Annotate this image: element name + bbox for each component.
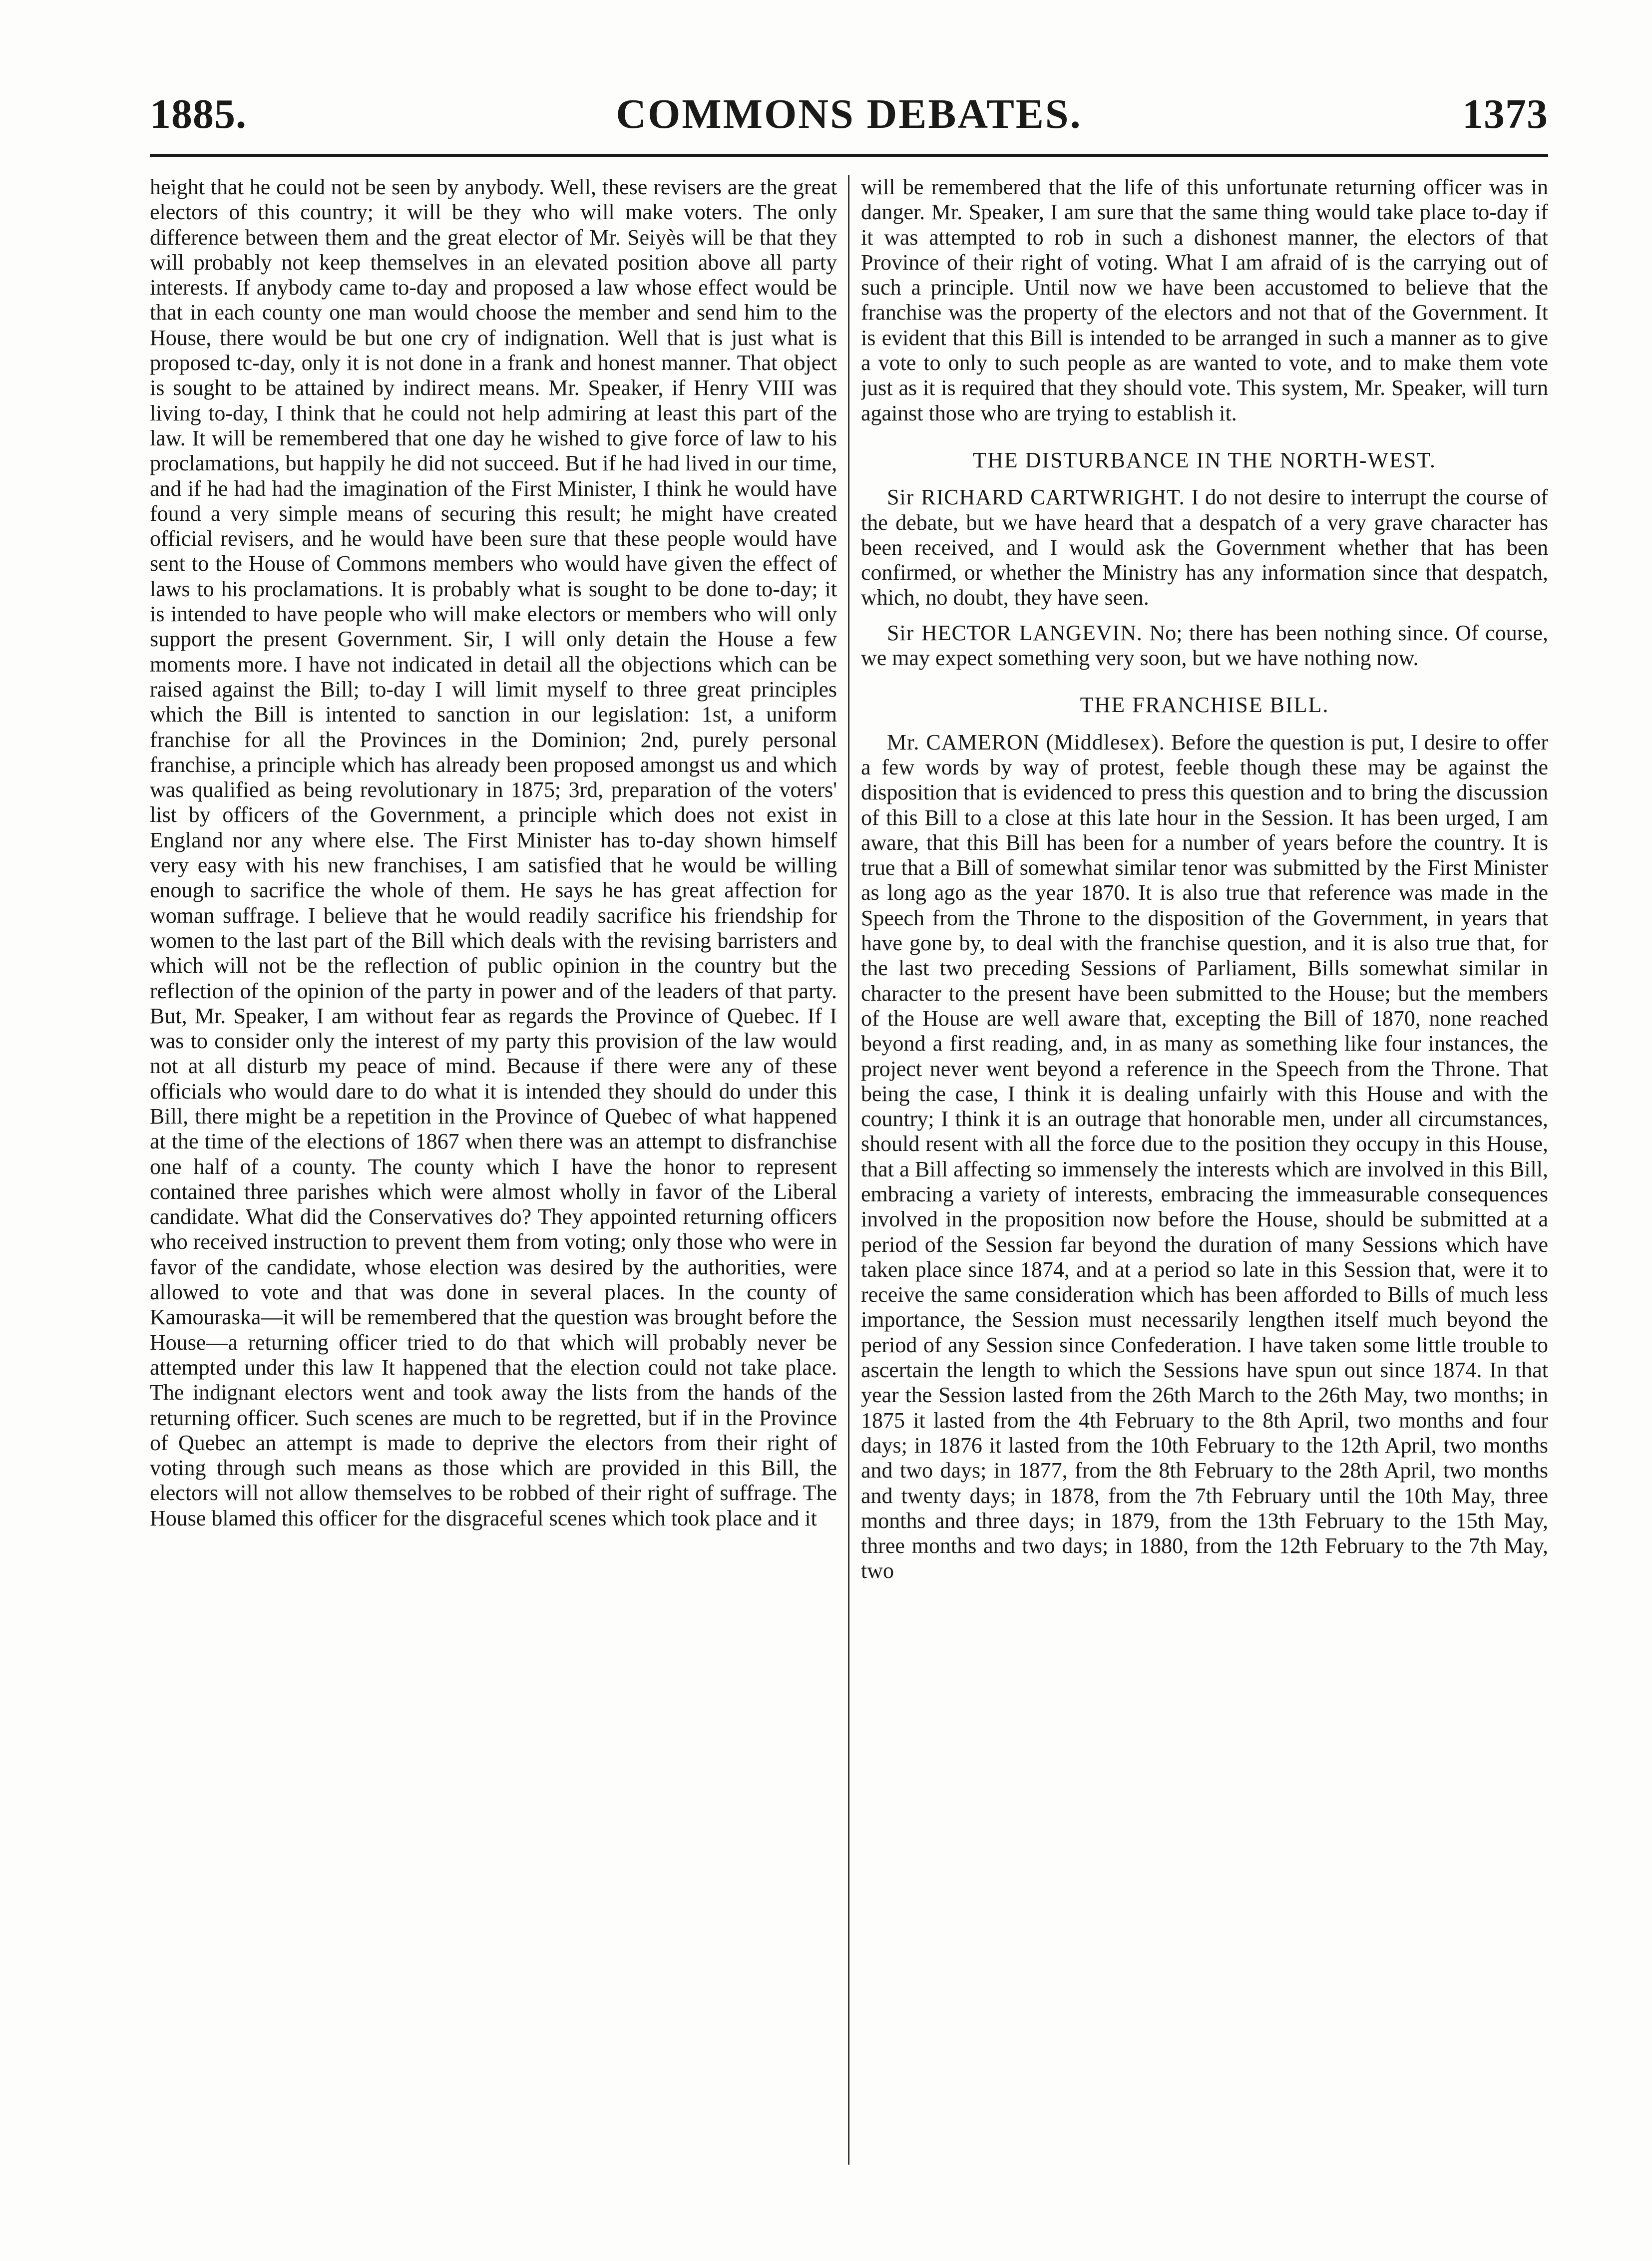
- speech-langevin: [861, 621, 1548, 671]
- header-page-number: 1373: [1462, 91, 1548, 137]
- left-column-paragraph: height that he could not be seen by anybody. Well, these revisers are the great electors of this country; it will be they who will make voters. The only difference between them and the great elector of Mr. Seiyès will be that they will probably not keep themselves in an elevated position above all party interests. If anybody came to-day and proposed a law whose effect would be that in each county one man would choose the member and send him to the House, there would be but one cry of indignation. Well that is just what is proposed tc-day, only it is not done in a frank and honest manner. That object is sought to be attained by indirect means. Mr. Speaker, if Henry VIII was living to-day, I think that he could not help admiring at least this part of the law. It will be remembered that one day he wished to give force of law to his proclamations, but happily he did not succeed. But if he had lived in our time, and if he had had the imagination of the First Minister, I think he would have found a very simple means of securing this result; he might have created official revisers, and he would have been sure that these people would have sent to the House of Commons members who would have given the effect of laws to his proclamations. It is probably what is sought to be done to-day; it is intended to have people who will make electors or members who will only support the present Government. Sir, I will only detain the House a few moments more. I have not indicated in detail all the objections which can be raised against the Bill; to-day I will limit myself to three great principles which the Bill is intented to sanction in our legislation: 1st, a uniform franchise for all the Provinces in the Dominion; 2nd, purely personal franchise, a principle which has already been proposed amongst us and which was qualified as being revolutionary in 1875; 3rd, preparation of the voters' list by officers of the Government, a principle which does not exist in England nor any where else. The First Minister has to-day shown himself very easy with his new franchises, I am satisfied that he would be willing enough to sacrifice the whole of them. He says he has great affection for woman suffrage. I believe that he would readily sacrifice his friendship for women to the last part of the Bill which deals with the revising barristers and which will not be the reflection of public opinion in the country but the reflection of the opinion of the party in power and of the leaders of that party. But, Mr. Speaker, I am without fear as regards the Province of Quebec. If I was to consider only the interest of my party this provision of the law would not at all disturb my peace of mind. Because if there were any of these officials who would dare to do what it is intended they should do under this Bill, there might be a repetition in the Province of Quebec of what happened at the time of the elections of 1867 when there was an attempt to disfranchise one half of a county. The county which I have the honor to represent contained three parishes which were almost wholly in favor of the Liberal candidate. What did the Conservatives do? They appointed returning officers who received instruction to prevent them from voting; only those who were in favor of the candidate, whose election was desired by the authorities, were allowed to vote and that was done in several places. In the county of Kamouraska—it will be remembered that the question was brought before the House—a returning officer tried to do that which will probably never be attempted under this law It happened that the election could not take place. The indignant electors went and took away the lists from the hands of the returning officer. Such scenes are much to be regretted, but if in the Province of Quebec an attempt is made to deprive the electors from their right of voting through such means as those which are provided in this Bill, the electors will not allow themselves to be robbed of their right of suffrage. The House blamed this officer for the disgraceful scenes which took place and it: [150, 175, 837, 1530]
- speaker-name: Mr. CAMERON (Middlesex).: [887, 730, 1165, 754]
- header-title: COMMONS DEBATES.: [616, 91, 1082, 137]
- continued-paragraph: will be remembered that the life of this unfortunate returning officer was in danger. Mr. Speaker, I am sure that the same thing would take place to-day if it was attempted to rob in such a dishonest manner, the electors of that Province of their right of voting. What I am afraid of is the carrying out of such a principle. Until now we have been accustomed to believe that the franchise was the property of the electors and not that of the Government. It is evident that this Bill is intended to be arranged in such a manner as to give a vote to only to such people as are wanted to vote, and to make them vote just as it is required that they should vote. This system, Mr. Speaker, will turn against those who are trying to establish it.: [861, 175, 1548, 425]
- section-heading-north-west: THE DISTURBANCE IN THE NORTH-WEST.: [973, 447, 1436, 472]
- speech-cameron: [861, 730, 1548, 1584]
- left-column: [150, 175, 837, 2182]
- column-divider: [848, 175, 849, 2165]
- speech-text: No; there has been nothing since. Of course, we may expect something very soon, but we have nothing now.: [861, 620, 1548, 671]
- header-year: 1885.: [150, 91, 247, 137]
- speaker-name: Sir RICHARD CARTWRIGHT.: [887, 485, 1185, 510]
- speech-cartwright: [861, 485, 1548, 610]
- speaker-name: Sir HECTOR LANGEVIN.: [887, 620, 1143, 645]
- speech-text: I do not desire to interrupt the course of the debate, but we have heard that a despatch of a very grave character has been received, and I would ask the Government whether that has been confirmed, or whether the Ministry has any information since that despatch, which, no doubt, they have seen.: [861, 485, 1548, 610]
- page-header: [150, 85, 1548, 145]
- speech-text: Before the question is put, I desire to offer a few words by way of protest, feeble though these may be against the disposition that is evidenced to press this question and to bring the discussion of this Bill to a close at this late hour in the Session. It has been urged, I am aware, that this Bill has been for a number of years before the country. It is true that a Bill of somewhat similar tenor was submitted by the First Minister as long ago as the year 1870. It is also true that reference was made in the Speech from the Throne to the disposition of the Government, in years that have gone by, to deal with the franchise question, and it is also true that, for the last two preceding Sessions of Parliament, Bills somewhat similar in character to the present have been submitted to the House; but the members of the House are well aware that, excepting the Bill of 1870, none reached beyond a first reading, and, in as many as something like four instances, the project never went beyond a reference in the Speech from the Throne. That being the case, I think it is dealing unfairly with this House and with the country; I think it is an outrage that honorable men, under all circumstances, should resent with all the force due to the position they occupy in this House, that a Bill affecting so immensely the interests which are involved in this Bill, embracing a variety of interests, embracing the immeasurable consequences involved in the proposition now before the House, should be submitted at a period of the Session far beyond the duration of many Sessions which have taken place since 1874, and at a period so late in this Session that, were it to receive the same consideration which has been afforded to Bills of much less importance, the Session must necessarily lengthen itself much beyond the period of any Session since Confederation. I have taken some little trouble to ascertain the length to which the Sessions have spun out since 1874. In that year the Session lasted from the 26th March to the 26th May, two months; in 1875 it lasted from the 4th February to the 8th April, two months and four days; in 1876 it lasted from the 10th February to the 12th April, two months and two days; in 1877, from the 8th February to the 28th April, two months and twenty days; in 1878, from the 7th February until the 10th May, three months and three days; in 1879, from the 13th February to the 15th May, three months and two days; in 1880, from the 12th February to the 7th May, two: [861, 730, 1548, 1583]
- right-column: [861, 175, 1548, 2182]
- header-rule: [150, 154, 1548, 157]
- section-heading-franchise-bill: THE FRANCHISE BILL.: [1080, 693, 1329, 718]
